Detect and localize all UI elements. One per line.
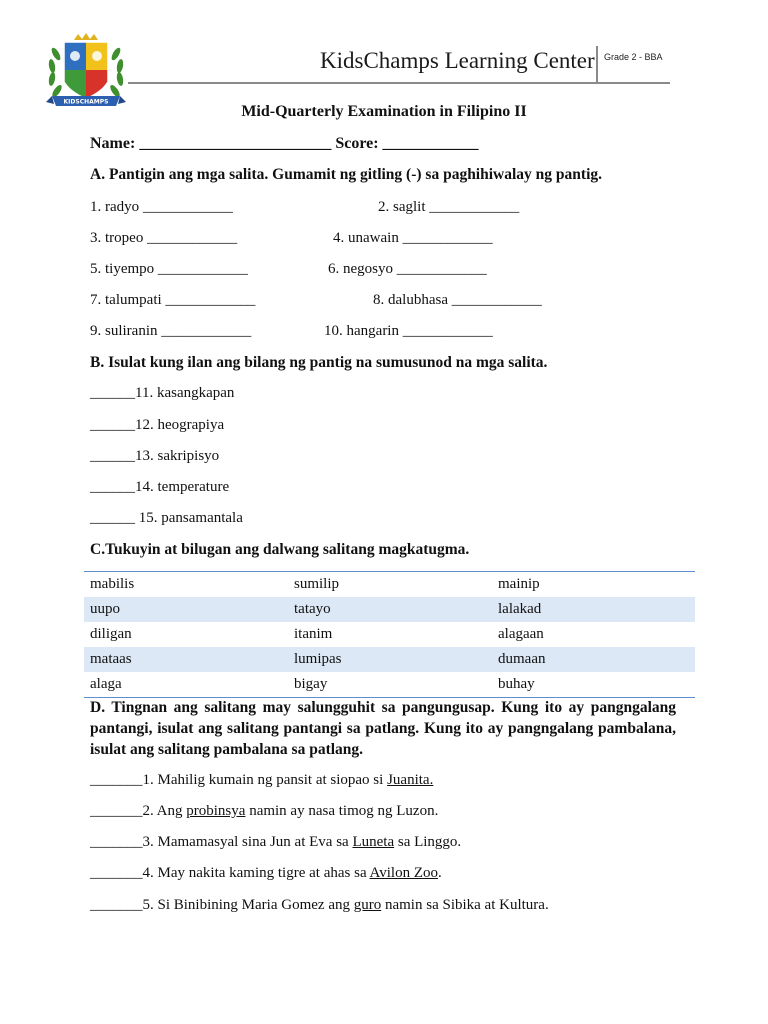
section-d-item (90, 834, 461, 851)
table-cell[interactable]: alaga (84, 672, 288, 698)
section-b-item: ______13. sakripisyo (90, 448, 220, 464)
section-a-item: 8. dalubhasa ____________ (373, 292, 542, 308)
underlined-word: Juanita. (387, 772, 434, 788)
section-b-item: ______12. heograpiya (90, 417, 225, 433)
table-cell[interactable]: sumilip (288, 572, 492, 598)
item-suffix: namin ay nasa timog ng Luzon. (245, 803, 439, 819)
grade-label: Grade 2 - BBA (604, 52, 663, 62)
table-cell[interactable]: mainip (492, 572, 695, 598)
table-cell[interactable]: itanim (294, 626, 333, 642)
item-suffix: namin sa Sibika at Kultura. (381, 897, 549, 913)
section-a-item: 4. unawain ____________ (333, 230, 493, 246)
section-a-item: 3. tropeo ____________ (90, 230, 238, 246)
item-prefix: _______1. Mahilig kumain ng pansit at siopao si (90, 772, 388, 788)
name-score-line: Name: ________________________ Score: ____________ (90, 135, 479, 152)
logo-ribbon-text: KIDSCHAMPS (63, 98, 109, 106)
section-b-item: ______ 15. pansamantala (90, 510, 243, 526)
section-a-item: 6. negosyo ____________ (328, 261, 487, 277)
section-b-heading: B. Isulat kung ilan ang bilang ng pantig na sumusunod na mga salita. (90, 354, 548, 371)
section-a-item: 1. radyo ____________ (90, 199, 233, 215)
table-cell[interactable]: alagaan (498, 626, 544, 642)
table-cell[interactable]: lalakad (492, 597, 695, 622)
table-cell[interactable]: buhay (492, 672, 695, 698)
rhyming-words-table (84, 571, 695, 698)
item-prefix: _______4. May nakita kaming tigre at ahas sa (90, 865, 370, 881)
underlined-word: guro (353, 897, 382, 913)
table-cell[interactable]: diligan (90, 626, 132, 642)
table-cell[interactable]: lumipas (288, 647, 492, 672)
section-b-item: ______14. temperature (90, 479, 230, 495)
section-c-heading: C.Tukuyin at bilugan ang dalwang salitang magkatugma. (90, 541, 470, 558)
table-cell[interactable]: bigay (288, 672, 492, 698)
underlined-word: Luneta (352, 834, 395, 850)
table-cell[interactable]: uupo (84, 597, 288, 622)
section-a-item: 5. tiyempo ____________ (90, 261, 248, 277)
item-prefix: _______5. Si Binibining Maria Gomez ang (90, 897, 354, 913)
school-name: KidsChamps Learning Center (320, 48, 595, 73)
item-prefix: _______3. Mamamasyal sina Jun at Eva sa (90, 834, 353, 850)
exam-title: Mid-Quarterly Examination in Filipino II (241, 103, 527, 120)
section-a-item: 7. talumpati ____________ (90, 292, 256, 308)
underlined-word: probinsya (186, 803, 246, 819)
section-a-item: 2. saglit ____________ (378, 199, 520, 215)
header-vertical-divider (596, 46, 598, 84)
section-d-item (90, 865, 442, 882)
section-d-heading: D. Tingnan ang salitang may salungguhit sa pangungusap. Kung ito ay pangngalang pantangi, isulat ang salitang pantangi sa patlang. Kung ito ay pangngalang pambalana, isulat ang salitang pambalana sa patlang. (90, 699, 676, 758)
section-d-item (90, 897, 549, 914)
table-cell[interactable]: mataas (84, 647, 288, 672)
table-cell[interactable]: tatayo (288, 597, 492, 622)
section-a-item: 9. suliranin ____________ (90, 323, 252, 339)
header-divider (128, 82, 670, 84)
table-cell[interactable]: dumaan (492, 647, 695, 672)
section-a-item: 10. hangarin ____________ (324, 323, 493, 339)
table-cell[interactable]: mabilis (84, 572, 288, 598)
section-d-item (90, 772, 433, 789)
section-a-heading: A. Pantigin ang mga salita. Gumamit ng gitling (-) sa paghihiwalay ng pantig. (90, 166, 602, 183)
item-prefix: _______2. Ang (90, 803, 187, 819)
section-d-item (90, 803, 438, 820)
section-b-item: ______11. kasangkapan (90, 385, 235, 401)
item-suffix: sa Linggo. (394, 834, 462, 850)
item-suffix: . (438, 865, 442, 881)
underlined-word: Avilon Zoo (369, 865, 438, 881)
